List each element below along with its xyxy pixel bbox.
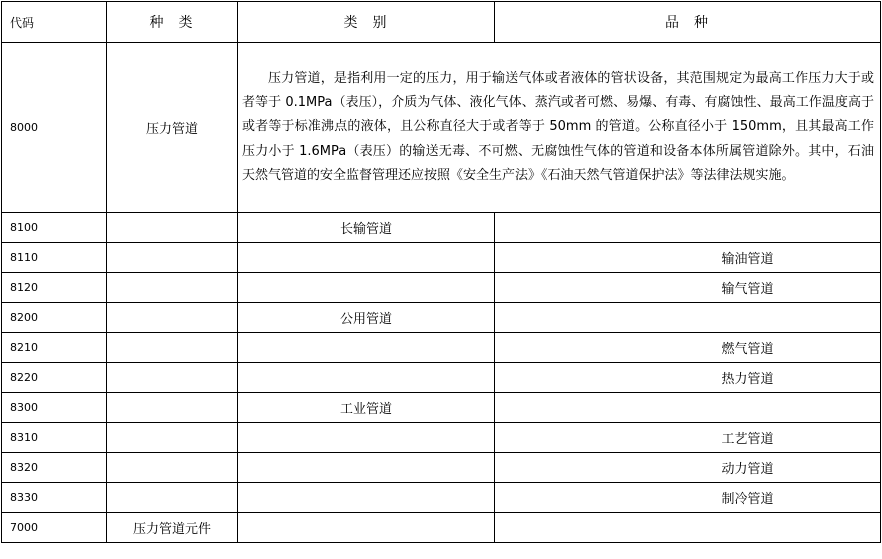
row-kind [107, 243, 238, 273]
main-row [2, 43, 881, 213]
row-code: 8210 [2, 333, 107, 363]
row-kind [107, 393, 238, 423]
row-code: 8310 [2, 423, 107, 453]
row-kind [107, 453, 238, 483]
table-row [2, 363, 881, 393]
row-variety: 输油管道 [495, 243, 881, 273]
table-row [2, 333, 881, 363]
row-code: 8110 [2, 243, 107, 273]
row-code: 8120 [2, 273, 107, 303]
table-row [2, 273, 881, 303]
row-category [238, 453, 495, 483]
row-code: 7000 [2, 513, 107, 543]
row-kind [107, 213, 238, 243]
row-variety: 燃气管道 [495, 333, 881, 363]
row-category [238, 273, 495, 303]
row-variety [495, 213, 881, 243]
row-code: 8100 [2, 213, 107, 243]
table-row [2, 483, 881, 513]
row-category: 公用管道 [238, 303, 495, 333]
row-variety [495, 393, 881, 423]
row-variety: 工艺管道 [495, 423, 881, 453]
row-variety [495, 513, 881, 543]
row-kind [107, 423, 238, 453]
row-code: 8300 [2, 393, 107, 423]
header-code: 代码 [2, 2, 107, 43]
table-row [2, 423, 881, 453]
row-code: 8330 [2, 483, 107, 513]
row-category [238, 483, 495, 513]
row-variety [495, 303, 881, 333]
row-kind [107, 303, 238, 333]
row-category: 长输管道 [238, 213, 495, 243]
table-row [2, 303, 881, 333]
row-code: 8220 [2, 363, 107, 393]
table-row [2, 393, 881, 423]
row-variety: 动力管道 [495, 453, 881, 483]
row-kind [107, 333, 238, 363]
equipment-catalog-table [1, 1, 881, 543]
header-category: 类 别 [238, 2, 495, 43]
row-variety: 输气管道 [495, 273, 881, 303]
main-code: 8000 [2, 43, 107, 213]
main-kind: 压力管道 [107, 43, 238, 213]
row-category [238, 513, 495, 543]
table-row [2, 513, 881, 543]
header-variety: 品 种 [495, 2, 881, 43]
table-row [2, 243, 881, 273]
row-category [238, 363, 495, 393]
table-row [2, 453, 881, 483]
row-code: 8200 [2, 303, 107, 333]
row-variety: 制冷管道 [495, 483, 881, 513]
row-code: 8320 [2, 453, 107, 483]
row-category [238, 333, 495, 363]
row-category: 工业管道 [238, 393, 495, 423]
header-kind: 种 类 [107, 2, 238, 43]
header-row [2, 2, 881, 43]
row-variety: 热力管道 [495, 363, 881, 393]
row-kind [107, 273, 238, 303]
row-kind [107, 363, 238, 393]
table-row [2, 213, 881, 243]
row-category [238, 423, 495, 453]
row-kind: 压力管道元件 [107, 513, 238, 543]
row-category [238, 243, 495, 273]
main-description: 压力管道，是指利用一定的压力，用于输送气体或者液体的管状设备，其范围规定为最高工作压力大于或者等于 0.1MPa（表压），介质为气体、液化气体、蒸汽或者可燃、易爆、有毒、有腐蚀性、最高工作温度高于或者等于标准沸点的液体，且公称直径大于或者等于 50mm 的管道。公称直径小于 150mm，且其最高工作压力小于 1.6MPa（表压）的输送无毒、不可燃、无腐蚀性气体的管道和设备本体所属管道除外。其中，石油天然气管道的安全监督管理还应按照《安全生产法》《石油天然气管道保护法》等法律法规实施。 [238, 43, 881, 213]
row-kind [107, 483, 238, 513]
